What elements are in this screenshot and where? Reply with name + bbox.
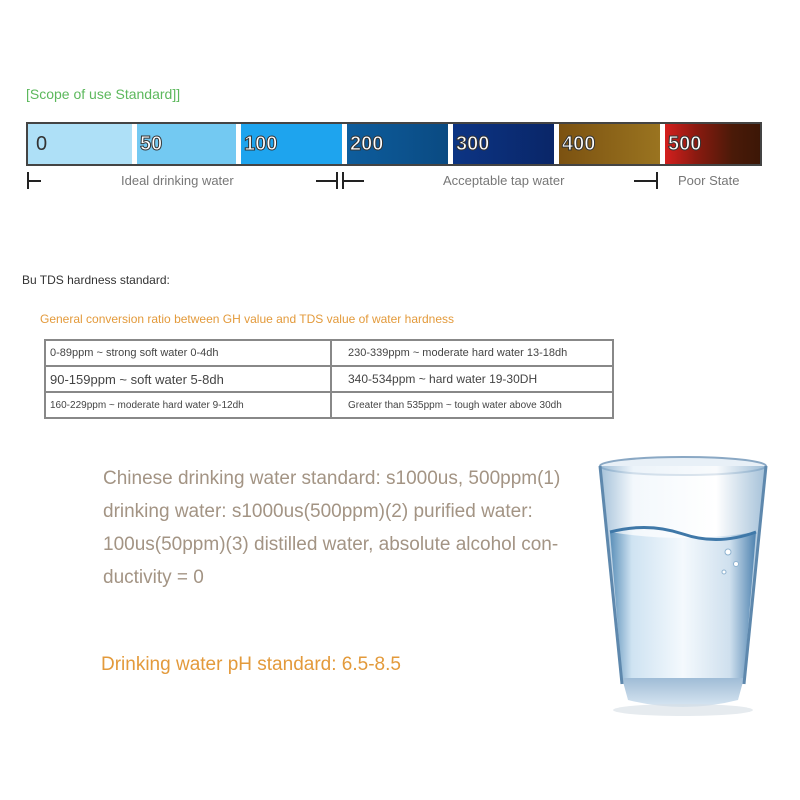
scale-label-100: 100 (244, 133, 278, 155)
hardness-table (44, 339, 614, 419)
scale-segment-500 (660, 124, 762, 164)
scale-segment-0 (28, 124, 132, 164)
table-cell: 160-229ppm ~ moderate hard water 9-12dh (45, 392, 331, 418)
table-cell: 340-534ppm ~ hard water 19-30DH (331, 366, 613, 392)
poor-range-label: Poor State (678, 173, 740, 188)
bu-tds-title: Bu TDS hardness standard: (22, 273, 170, 287)
scale-label-400: 400 (562, 133, 596, 155)
water-glass-icon (588, 452, 778, 722)
table-cell: 0-89ppm ~ strong soft water 0-4dh (45, 340, 331, 366)
table-cell: 90-159ppm ~ soft water 5-8dh (45, 366, 331, 392)
acceptable-range-end-bracket (634, 172, 658, 189)
scale-segment-300 (448, 124, 554, 164)
drinking-water-standard-text: Chinese drinking water standard: s1000us, 500ppm(1) drinking water: s1000us(500ppm)(2) purified water: 100us(50ppm)(3) distilled water, absolute alcohol con-ductivity = 0 (103, 468, 561, 588)
scale-label-300: 300 (456, 133, 490, 155)
scale-label-500: 500 (668, 133, 702, 155)
scale-label-0: 0 (36, 133, 48, 155)
scale-segment-100 (236, 124, 342, 164)
acceptable-range-label: Acceptable tap water (443, 173, 565, 188)
ideal-range-start-bracket (27, 172, 41, 189)
table-row (45, 366, 613, 392)
scale-label-200: 200 (350, 133, 384, 155)
scale-segment-400 (554, 124, 660, 164)
scale-label-50: 50 (140, 133, 163, 155)
table-row (45, 392, 613, 418)
ideal-range-label: Ideal drinking water (121, 173, 234, 188)
scale-segment-50 (132, 124, 236, 164)
table-row (45, 340, 613, 366)
tds-scale-bar (26, 122, 762, 166)
table-cell: 230-339ppm ~ moderate hard water 13-18dh (331, 340, 613, 366)
ph-standard-text: Drinking water pH standard: 6.5-8.5 (101, 654, 401, 675)
table-cell: Greater than 535ppm ~ tough water above 30dh (331, 392, 613, 418)
range-divider-bracket (316, 172, 368, 189)
conversion-title: General conversion ratio between GH value and TDS value of water hardness (40, 312, 455, 326)
scope-title: [Scope of use Standard]] (26, 86, 181, 102)
scale-segment-200 (342, 124, 448, 164)
